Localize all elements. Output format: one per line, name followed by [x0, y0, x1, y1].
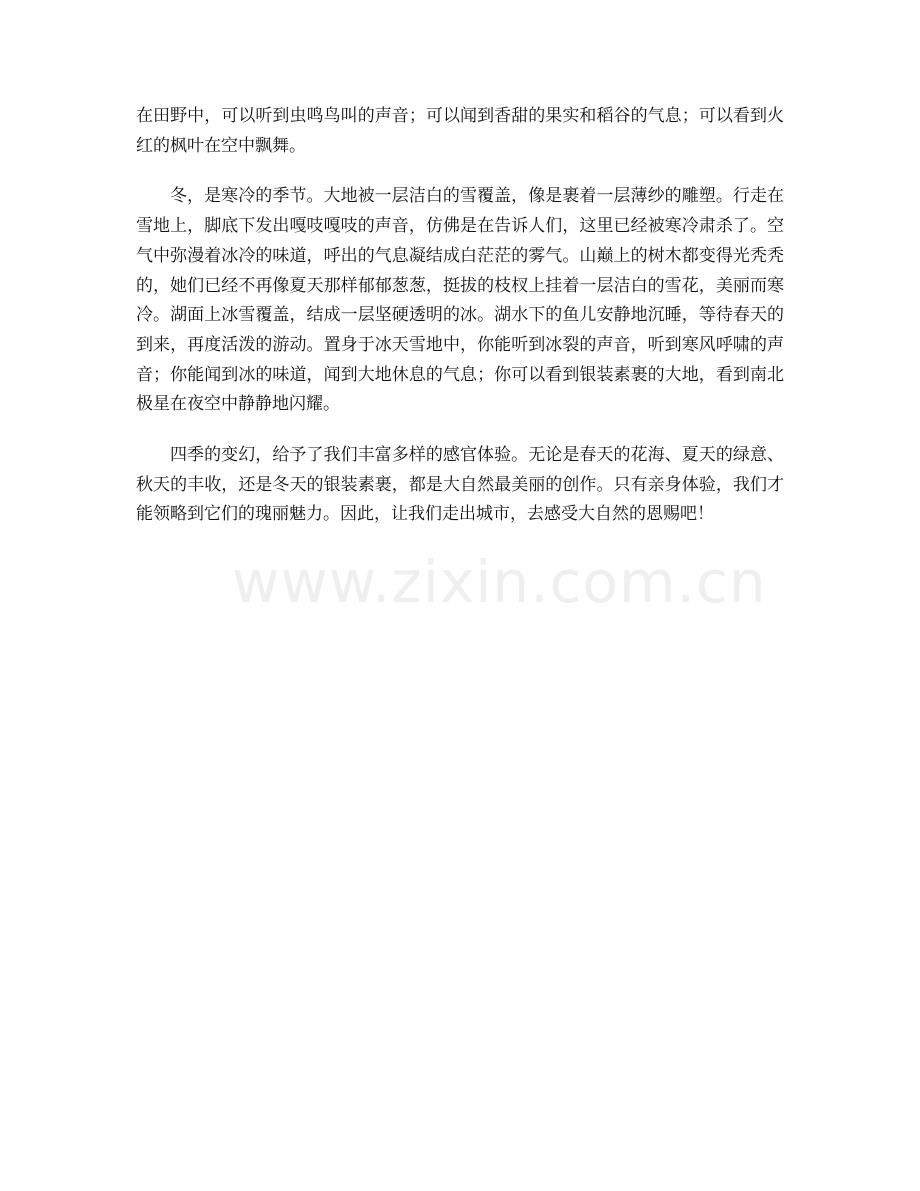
paragraph-conclusion: 四季的变幻，给予了我们丰富多样的感官体验。无论是春天的花海、夏天的绿意、秋天的丰收，还是冬天的银装素裹，都是大自然最美丽的创作。只有亲身体验，我们才能领略到它们的瑰丽魅力。因此，让我们走出城市，去感受大自然的恩赐吧！: [136, 445, 784, 525]
paragraph-winter: 冬，是寒冷的季节。大地被一层洁白的雪覆盖，像是裹着一层薄纱的雕塑。行走在雪地上，脚底下发出嘎吱嘎吱的声音，仿佛是在告诉人们，这里已经被寒冷肃杀了。空气中弥漫着冰冷的味道，呼出的气息凝结成白茫茫的雾气。山巅上的树木都变得光秃秃的，她们已经不再像夏天那样郁郁葱葱，挺拔的枝杈上挂着一层洁白的雪花，美丽而寒冷。湖面上冰雪覆盖，结成一层坚硬透明的冰。湖水下的鱼儿安静地沉睡，等待春天的到来，再度活泼的游动。置身于冰天雪地中，你能听到冰裂的声音，听到寒风呼啸的声音；你能闻到冰的味道，闻到大地休息的气息；你可以看到银装素裹的大地，看到南北极星在夜空中静静地闪耀。: [136, 186, 784, 415]
watermark: www.zixin.com.cn: [232, 548, 767, 616]
document-body: [136, 102, 784, 530]
paragraph-autumn-senses: 在田野中，可以听到虫鸣鸟叫的声音；可以闻到香甜的果实和稻谷的气息；可以看到火红的枫叶在空中飘舞。: [136, 106, 784, 156]
